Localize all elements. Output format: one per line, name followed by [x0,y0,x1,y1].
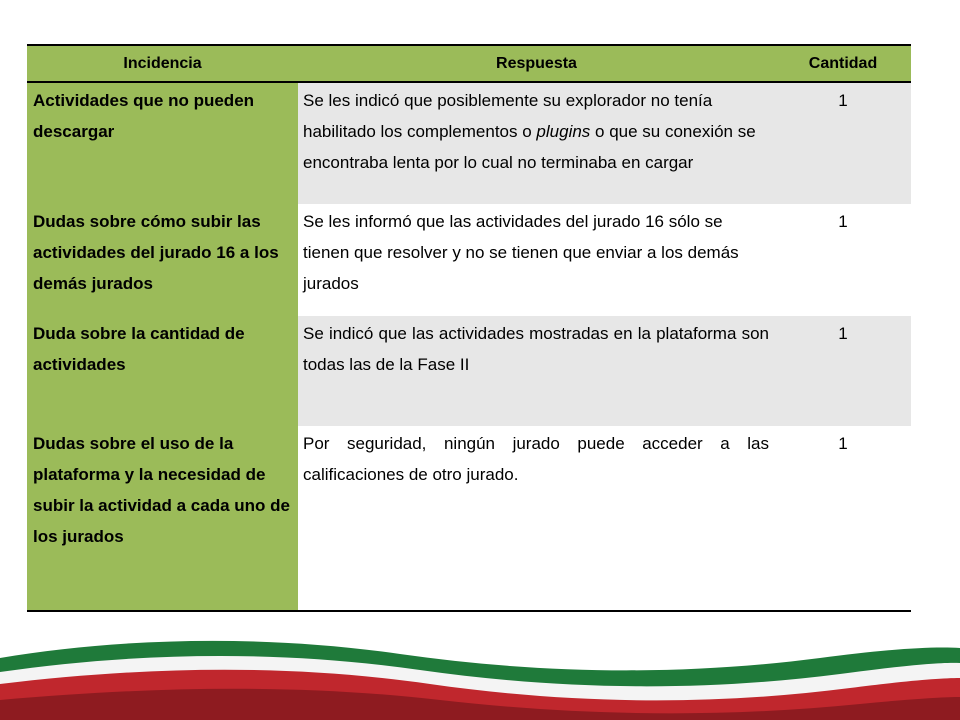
table-row [27,316,911,426]
table-header-row [27,45,911,82]
incidencia-cell: Dudas sobre el uso de la plataforma y la necesidad de subir la actividad a cada uno de los jurados [27,426,298,611]
incidents-table [27,44,911,612]
cantidad-cell: 1 [775,82,911,204]
cantidad-cell: 1 [775,316,911,426]
cantidad-cell: 1 [775,426,911,611]
header-respuesta: Respuesta [298,45,775,82]
respuesta-italic-term: plugins [536,122,591,141]
table-row [27,82,911,204]
incidencia-cell: Duda sobre la cantidad de actividades [27,316,298,426]
header-cantidad: Cantidad [775,45,911,82]
table-row [27,426,911,611]
respuesta-cell: Se les informó que las actividades del jurado 16 sólo se tienen que resolver y no se tienen que enviar a los demás jurados [303,212,739,293]
respuesta-text: Se les indicó que posiblemente su explorador no tenía habilitado los complementos o [303,91,713,141]
cantidad-cell: 1 [838,212,848,231]
table-row [27,204,911,316]
incidencia-cell: Dudas sobre cómo subir las actividades del jurado 16 a los demás jurados [27,204,298,316]
respuesta-cell [298,82,775,204]
incidencia-cell: Actividades que no pueden descargar [27,82,298,204]
footer-ribbon [0,628,960,720]
respuesta-cell: Se indicó que las actividades mostradas en la plataforma son todas las de la Fase II [298,316,775,426]
respuesta-text-cont: o que su conexión se encontraba lenta por lo cual no terminaba en cargar [303,122,756,172]
respuesta-cell: Por seguridad, ningún jurado puede acceder a las calificaciones de otro jurado. [298,426,775,611]
header-incidencia: Incidencia [27,45,298,82]
